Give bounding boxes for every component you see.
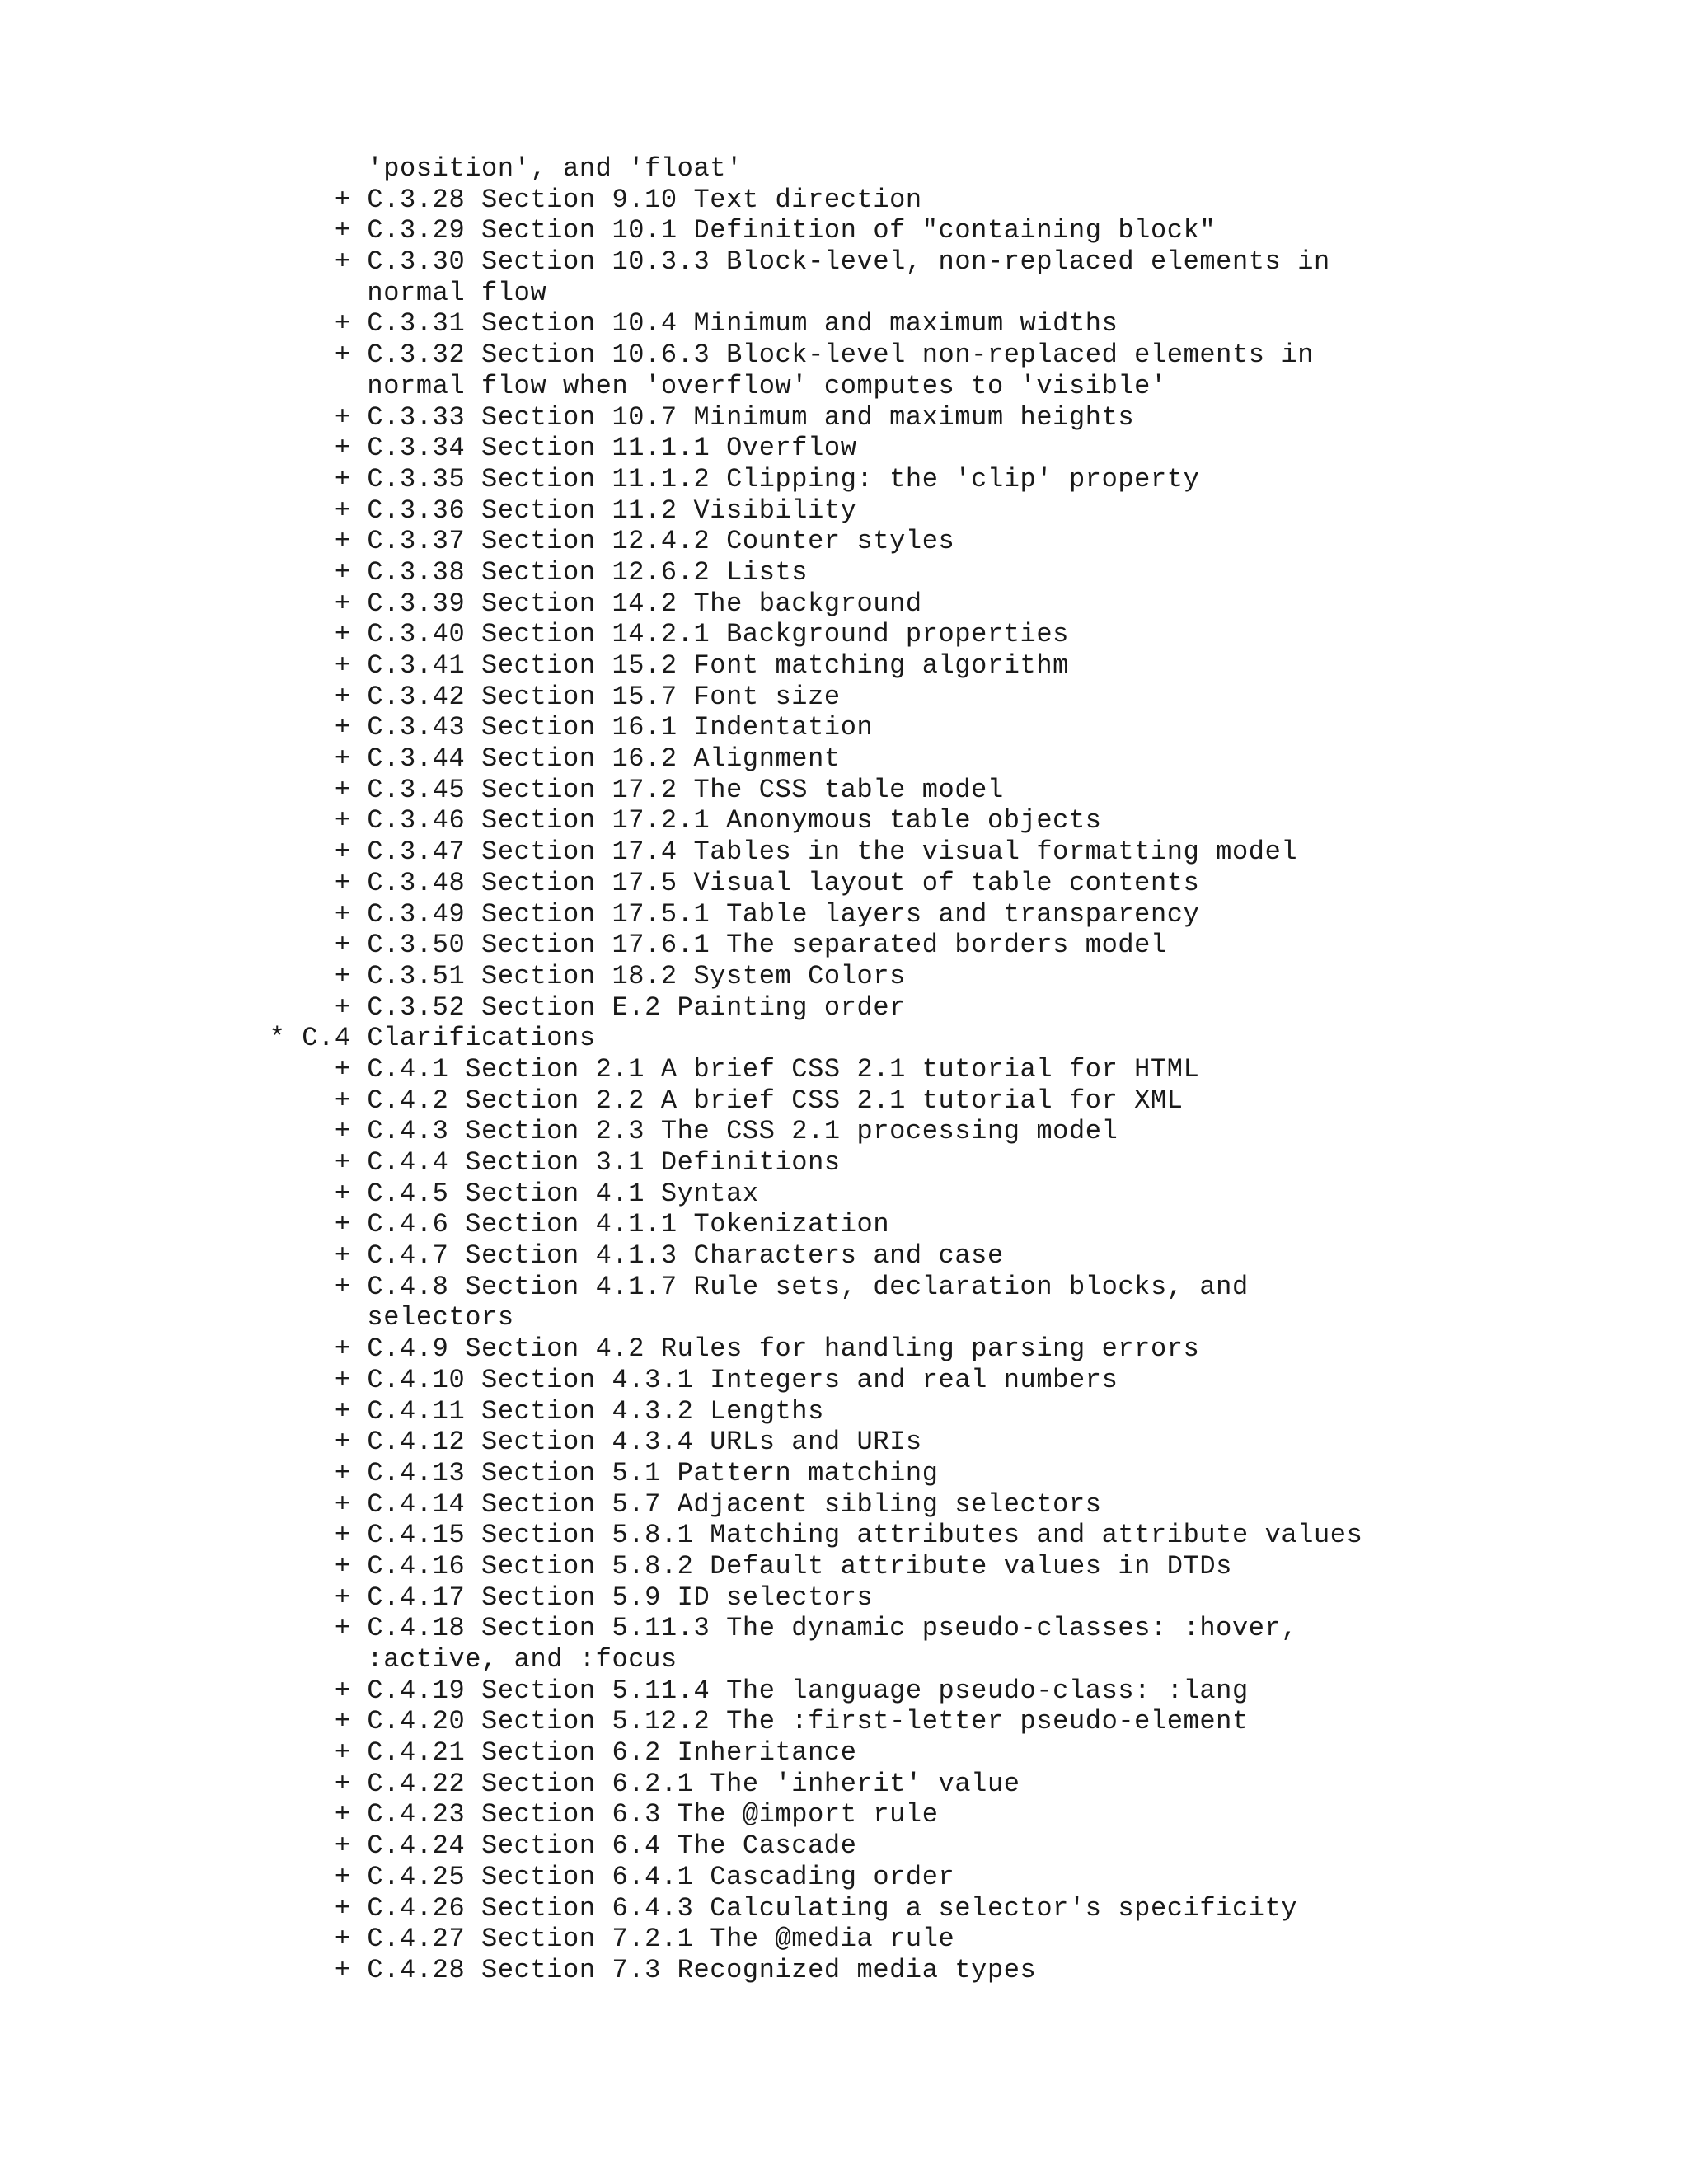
toc-line: + C.3.34 Section 11.1.1 Overflow (237, 433, 857, 464)
toc-line: + C.4.1 Section 2.1 A brief CSS 2.1 tutorial for HTML (237, 1053, 1200, 1085)
toc-line: :active, and :focus (237, 1644, 678, 1675)
toc-line: + C.3.36 Section 11.2 Visibility (237, 494, 857, 526)
toc-line: + C.3.48 Section 17.5 Visual layout of table contents (237, 867, 1200, 898)
toc-line: + C.4.20 Section 5.12.2 The :first-letter pseudo-element (237, 1706, 1249, 1737)
toc-line: + C.3.50 Section 17.6.1 The separated borders model (237, 930, 1167, 961)
toc-line: + C.3.44 Section 16.2 Alignment (237, 743, 841, 775)
toc-line: + C.4.27 Section 7.2.1 The @media rule (237, 1924, 955, 1955)
toc-line: + C.3.42 Section 15.7 Font size (237, 681, 841, 712)
toc-line: + C.4.11 Section 4.3.2 Lengths (237, 1395, 824, 1427)
table-of-contents-listing (237, 153, 1362, 1986)
toc-line: + C.4.22 Section 6.2.1 The 'inherit' value (237, 1768, 1020, 1799)
toc-line: + C.3.28 Section 9.10 Text direction (237, 184, 922, 215)
toc-line: + C.3.47 Section 17.4 Tables in the visual formatting model (237, 837, 1298, 868)
toc-line: + C.4.13 Section 5.1 Pattern matching (237, 1457, 939, 1488)
toc-line: + C.3.33 Section 10.7 Minimum and maximum heights (237, 401, 1135, 433)
toc-line: + C.3.41 Section 15.2 Font matching algorithm (237, 650, 1069, 681)
toc-line: + C.4.9 Section 4.2 Rules for handling parsing errors (237, 1333, 1200, 1365)
toc-line: + C.3.40 Section 14.2.1 Background properties (237, 619, 1069, 650)
toc-line: + C.4.18 Section 5.11.3 The dynamic pseudo-classes: :hover, (237, 1613, 1298, 1644)
toc-line: + C.3.52 Section E.2 Painting order (237, 991, 906, 1023)
toc-line: + C.3.51 Section 18.2 System Colors (237, 960, 906, 991)
toc-line: + C.4.17 Section 5.9 ID selectors (237, 1582, 874, 1613)
toc-line: + C.4.2 Section 2.2 A brief CSS 2.1 tutorial for XML (237, 1085, 1184, 1116)
toc-line: normal flow when 'overflow' computes to 'visible' (237, 370, 1167, 401)
toc-line: + C.3.46 Section 17.2.1 Anonymous table objects (237, 805, 1102, 837)
toc-line: + C.3.31 Section 10.4 Minimum and maximum widths (237, 308, 1118, 340)
toc-line: + C.3.38 Section 12.6.2 Lists (237, 556, 809, 588)
toc-line: + C.3.32 Section 10.6.3 Block-level non-replaced elements in (237, 340, 1315, 371)
toc-line: + C.3.29 Section 10.1 Definition of "containing block" (237, 215, 1217, 246)
toc-line: + C.4.5 Section 4.1 Syntax (237, 1178, 759, 1209)
toc-line: + C.4.25 Section 6.4.1 Cascading order (237, 1861, 955, 1892)
toc-line: + C.3.43 Section 16.1 Indentation (237, 712, 874, 743)
toc-line: + C.4.8 Section 4.1.7 Rule sets, declaration blocks, and (237, 1271, 1249, 1302)
toc-line: + C.3.49 Section 17.5.1 Table layers and transparency (237, 898, 1200, 930)
toc-line: + C.4.7 Section 4.1.3 Characters and case (237, 1240, 1004, 1272)
toc-line: + C.3.35 Section 11.1.2 Clipping: the 'clip' property (237, 463, 1200, 494)
toc-line: + C.3.39 Section 14.2 The background (237, 588, 922, 619)
toc-line: + C.3.30 Section 10.3.3 Block-level, non-replaced elements in (237, 246, 1330, 278)
toc-line: + C.4.15 Section 5.8.1 Matching attributes and attribute values (237, 1520, 1363, 1551)
toc-line: + C.4.10 Section 4.3.1 Integers and real numbers (237, 1364, 1118, 1395)
toc-line: + C.4.3 Section 2.3 The CSS 2.1 processing model (237, 1116, 1118, 1147)
toc-line: 'position', and 'float' (237, 153, 743, 184)
toc-line: + C.4.23 Section 6.3 The @import rule (237, 1799, 939, 1830)
toc-line: + C.4.14 Section 5.7 Adjacent sibling selectors (237, 1488, 1102, 1520)
toc-line: + C.4.28 Section 7.3 Recognized media types (237, 1954, 1037, 1985)
toc-line: normal flow (237, 277, 547, 308)
toc-line: + C.3.45 Section 17.2 The CSS table model (237, 774, 1004, 805)
toc-line: + C.4.12 Section 4.3.4 URLs and URIs (237, 1427, 922, 1458)
toc-line: + C.4.21 Section 6.2 Inheritance (237, 1737, 857, 1769)
toc-line: + C.4.6 Section 4.1.1 Tokenization (237, 1209, 890, 1240)
toc-line: selectors (237, 1302, 514, 1333)
toc-line: + C.4.24 Section 6.4 The Cascade (237, 1830, 857, 1862)
toc-line: * C.4 Clarifications (237, 1023, 596, 1054)
toc-line: + C.4.4 Section 3.1 Definitions (237, 1147, 841, 1178)
toc-line: + C.3.37 Section 12.4.2 Counter styles (237, 526, 955, 557)
toc-line: + C.4.19 Section 5.11.4 The language pseudo-class: :lang (237, 1675, 1249, 1706)
toc-line: + C.4.16 Section 5.8.2 Default attribute values in DTDs (237, 1550, 1232, 1582)
toc-line: + C.4.26 Section 6.4.3 Calculating a selector's specificity (237, 1892, 1298, 1924)
